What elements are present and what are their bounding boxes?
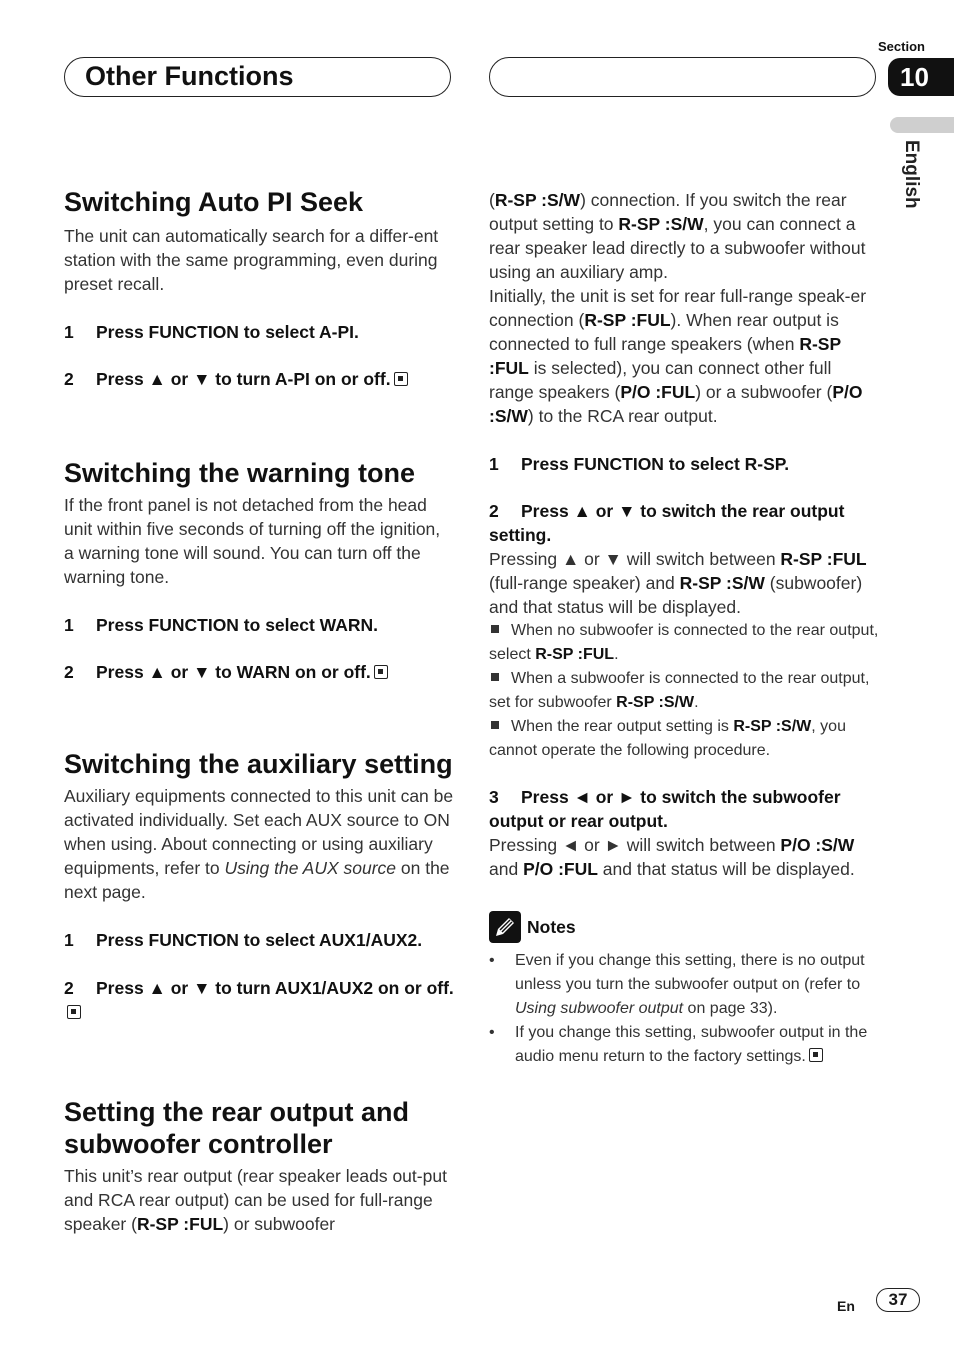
- notes-pencil-icon: [489, 911, 521, 943]
- note-no-subwoofer: When no subwoofer is connected to the rear output, select R-SP :FUL.: [489, 622, 879, 663]
- rear-output-heading: Setting the rear output and subwoofer controller: [64, 1097, 410, 1159]
- left-column: [64, 186, 454, 1236]
- note-item-2: • If you change this setting, subwoofer output in the audio menu return to the factory settings.: [489, 1021, 879, 1069]
- header-empty-pill: [489, 57, 876, 97]
- note-subwoofer-connected: When a subwoofer is connected to the rear output, set for subwoofer R-SP :S/W.: [489, 670, 870, 711]
- rear-step2-body: Pressing ▲ or ▼ will switch between R-SP :FUL (full-range speaker) and R-SP :S/W (subwoofer) and that status will be displayed.: [489, 549, 867, 617]
- auto-pi-step2: 2 Press ▲ or ▼ to turn A-PI on or off.: [64, 367, 454, 391]
- warning-tone-step1: 1 Press FUNCTION to select WARN.: [64, 615, 378, 635]
- footer-language: En: [837, 1298, 855, 1314]
- section-number: 10: [888, 58, 954, 96]
- right-column: [489, 188, 879, 1069]
- auxiliary-step1: 1 Press FUNCTION to select AUX1/AUX2.: [64, 930, 423, 950]
- square-bullet-icon: [491, 721, 499, 729]
- auto-pi-step1: 1 Press FUNCTION to select A-PI.: [64, 322, 359, 342]
- square-bullet-icon: [491, 625, 499, 633]
- auxiliary-step2: 2 Press ▲ or ▼ to turn AUX1/AUX2 on or off.: [64, 976, 454, 1024]
- rear-step2: 2 Press ▲ or ▼ to switch the rear output setting.: [489, 501, 845, 545]
- header-title: Other Functions: [85, 61, 294, 91]
- bullet-dot-icon: •: [489, 1024, 495, 1041]
- auxiliary-heading: Switching the auxiliary setting: [64, 749, 453, 779]
- notes-header: Notes: [489, 911, 879, 943]
- rear-step1: 1 Press FUNCTION to select R-SP.: [489, 454, 790, 474]
- end-mark-icon: [67, 1005, 81, 1019]
- page-number: 37: [876, 1288, 920, 1312]
- rear-step3-body: Pressing ◄ or ► will switch between P/O :S/W and P/O :FUL and that status will be displayed.: [489, 835, 855, 879]
- square-bullet-icon: [491, 673, 499, 681]
- header-title-pill: [64, 57, 451, 97]
- end-mark-icon: [809, 1048, 823, 1062]
- rear-output-body: This unit’s rear output (rear speaker leads out-put and RCA rear output) can be used for full-range speaker (R-SP :FUL) or subwoofer: [64, 1166, 447, 1234]
- bullet-dot-icon: •: [489, 952, 495, 969]
- auto-pi-body: The unit can automatically search for a differ-ent station with the same programming, even during preset recall.: [64, 226, 439, 294]
- language-tab: [890, 117, 954, 133]
- rear-connection-paragraph: (R-SP :S/W) connection. If you switch the rear output setting to R-SP :S/W, you can connect a rear speaker lead directly to a subwoofer without using an auxiliary amp.: [489, 190, 866, 282]
- note-item-1: • Even if you change this setting, there is no output unless you turn the subwoofer output on (refer to Using subwoofer output on page 33).: [489, 949, 879, 1021]
- rear-step3: 3 Press ◄ or ► to switch the subwoofer output or rear output.: [489, 787, 841, 831]
- section-label: Section: [878, 39, 925, 54]
- language-label: English: [901, 140, 922, 209]
- warning-tone-heading: Switching the warning tone: [64, 458, 415, 488]
- end-mark-icon: [374, 665, 388, 679]
- auto-pi-heading: Switching Auto PI Seek: [64, 187, 364, 217]
- note-cannot-operate: When the rear output setting is R-SP :S/W, you cannot operate the following procedure.: [489, 718, 846, 759]
- warning-tone-body: If the front panel is not detached from the head unit within five seconds of turning off the ignition, a warning tone will sound. You can turn off the warning tone.: [64, 495, 441, 587]
- warning-tone-step2: 2 Press ▲ or ▼ to WARN on or off.: [64, 660, 454, 684]
- initial-setting-paragraph: Initially, the unit is set for rear full-range speak-er connection (R-SP :FUL). When rear output is connected to full range speakers (when R-SP :FUL is selected), you can connect other full range speakers (P/O :FUL) or a subwoofer (P/O :S/W) to the RCA rear output.: [489, 286, 867, 426]
- end-mark-icon: [394, 372, 408, 386]
- auxiliary-body: Auxiliary equipments connected to this unit can be activated individually. Set each AUX source to ON when using. About connecting or using auxiliary equipments, refer to Using the AUX source on the next page.: [64, 786, 454, 902]
